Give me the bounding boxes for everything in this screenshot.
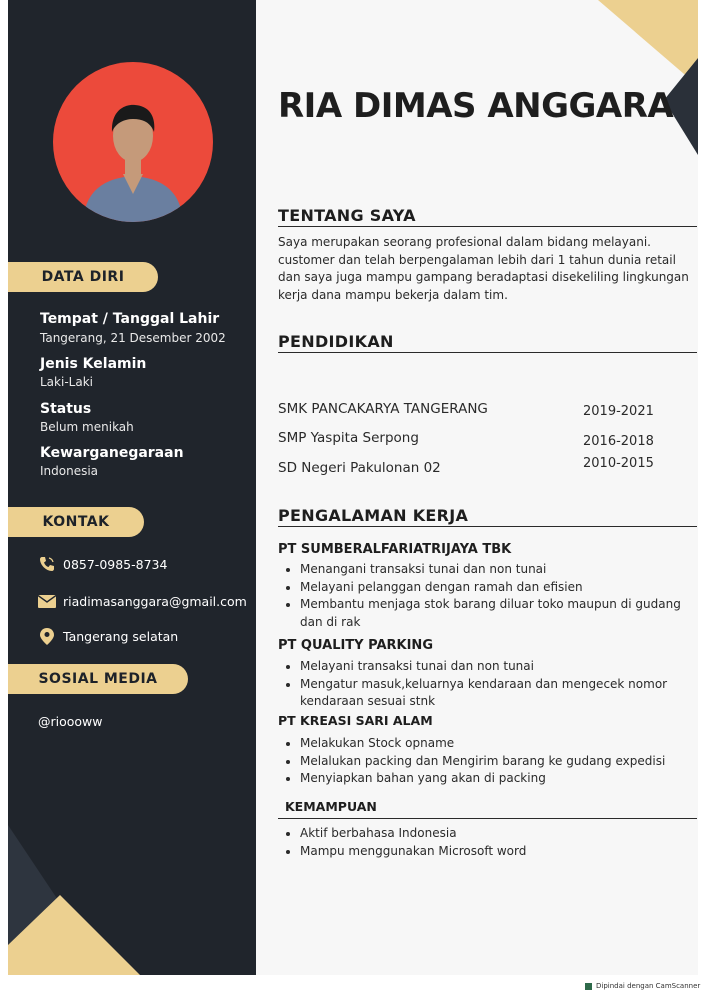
job-task: • Mengatur masuk,keluarnya kendaraan dan mengecek nomor kendaraan sesuai stnk [300,676,700,711]
job-task: • Menyiapkan bahan yang akan di packing [300,770,700,788]
info-value: Indonesia [40,464,99,478]
mail-icon [38,593,56,609]
camscanner-logo-icon [585,983,592,990]
job-task-list [278,735,700,788]
scanner-watermark [585,982,700,990]
job-task-list [278,658,700,711]
about-text: Saya merupakan seorang profesional dalam bidang melayani. customer dan telah berpengalaman lebih dari 1 tahun dunia retail dan saya juga mampu gampang beradaptasi disekeliling lingkungan kerja dana mampu bekerja dalam tim. [278,235,689,302]
job-company: PT QUALITY PARKING [278,638,433,653]
section-divider [278,526,697,527]
info-label: Kewarganegaraan [40,445,184,461]
scanner-watermark-text: Dipindai dengan CamScanner [596,982,701,990]
section-divider [278,352,697,353]
job-task-list [278,561,700,631]
job-task: • Membantu menjaga stok barang diluar toko maupun di gudang dan di rak [300,596,700,631]
info-status [40,401,134,434]
contact-email[interactable] [38,593,247,609]
person-name: RIA DIMAS ANGGARA [278,86,674,126]
info-label: Status [40,401,92,417]
skills-title: KEMAMPUAN [285,799,377,814]
education-years: 2016-2018 [583,434,654,449]
contact-email-text: riadimasanggara@gmail.com [63,593,247,609]
social-handle[interactable]: @rioooww [38,714,103,729]
info-label: Tempat / Tanggal Lahir [40,311,220,327]
section-pill-sosial-media [8,664,188,694]
info-value: Laki-Laki [40,375,93,389]
contact-phone-text: 0857-0985-8734 [63,556,168,572]
contact-location [38,628,178,644]
profile-photo [53,62,213,222]
skill-item: • Aktif berbahasa Indonesia [300,825,700,843]
contact-phone[interactable] [38,556,167,572]
person-avatar-icon [53,62,213,222]
sidebar-decoration-bottom [8,815,256,975]
education-school: SMP Yaspita Serpong [278,430,419,446]
info-label: Jenis Kelamin [40,356,147,372]
section-pill-data-diri [8,262,158,292]
job-task: • Melayani pelanggan dengan ramah dan efisien [300,579,700,597]
location-pin-icon [38,628,56,644]
job-company: PT KREASI SARI ALAM [278,713,433,728]
data-diri-title: DATA DIRI [41,269,125,285]
education-years: 2010-2015 [583,456,654,471]
info-value: Belum menikah [40,420,134,434]
phone-icon [38,556,56,572]
sosial-media-title: SOSIAL MEDIA [38,671,158,687]
job-company: PT SUMBERALFARIATRIJAYA TBK [278,542,512,557]
info-value: Tangerang, 21 Desember 2002 [40,331,226,345]
section-divider [278,818,697,819]
info-gender [40,356,146,389]
corner-decoration-top-right [596,0,706,160]
education-school: SMK PANCAKARYA TANGERANG [278,401,488,417]
education-school: SD Negeri Pakulonan 02 [278,460,441,476]
job-task: • Melalukan packing dan Mengirim barang ke gudang expedisi [300,753,700,771]
info-birth [40,311,226,345]
skill-item: • Mampu menggunakan Microsoft word [300,843,700,861]
skills-list [278,825,700,860]
education-years: 2019-2021 [583,404,654,419]
job-task: • Melakukan Stock opname [300,735,700,753]
job-task: • Melayani transaksi tunai dan non tunai [300,658,700,676]
info-citizenship [40,445,184,478]
section-divider [278,226,697,227]
experience-title: PENGALAMAN KERJA [278,506,469,525]
education-title: PENDIDIKAN [278,332,394,351]
section-pill-kontak [8,507,144,537]
about-title: TENTANG SAYA [278,206,416,225]
kontak-title: KONTAK [42,514,110,530]
contact-location-text: Tangerang selatan [63,628,179,644]
job-task: • Menangani transaksi tunai dan non tunai [300,561,700,579]
